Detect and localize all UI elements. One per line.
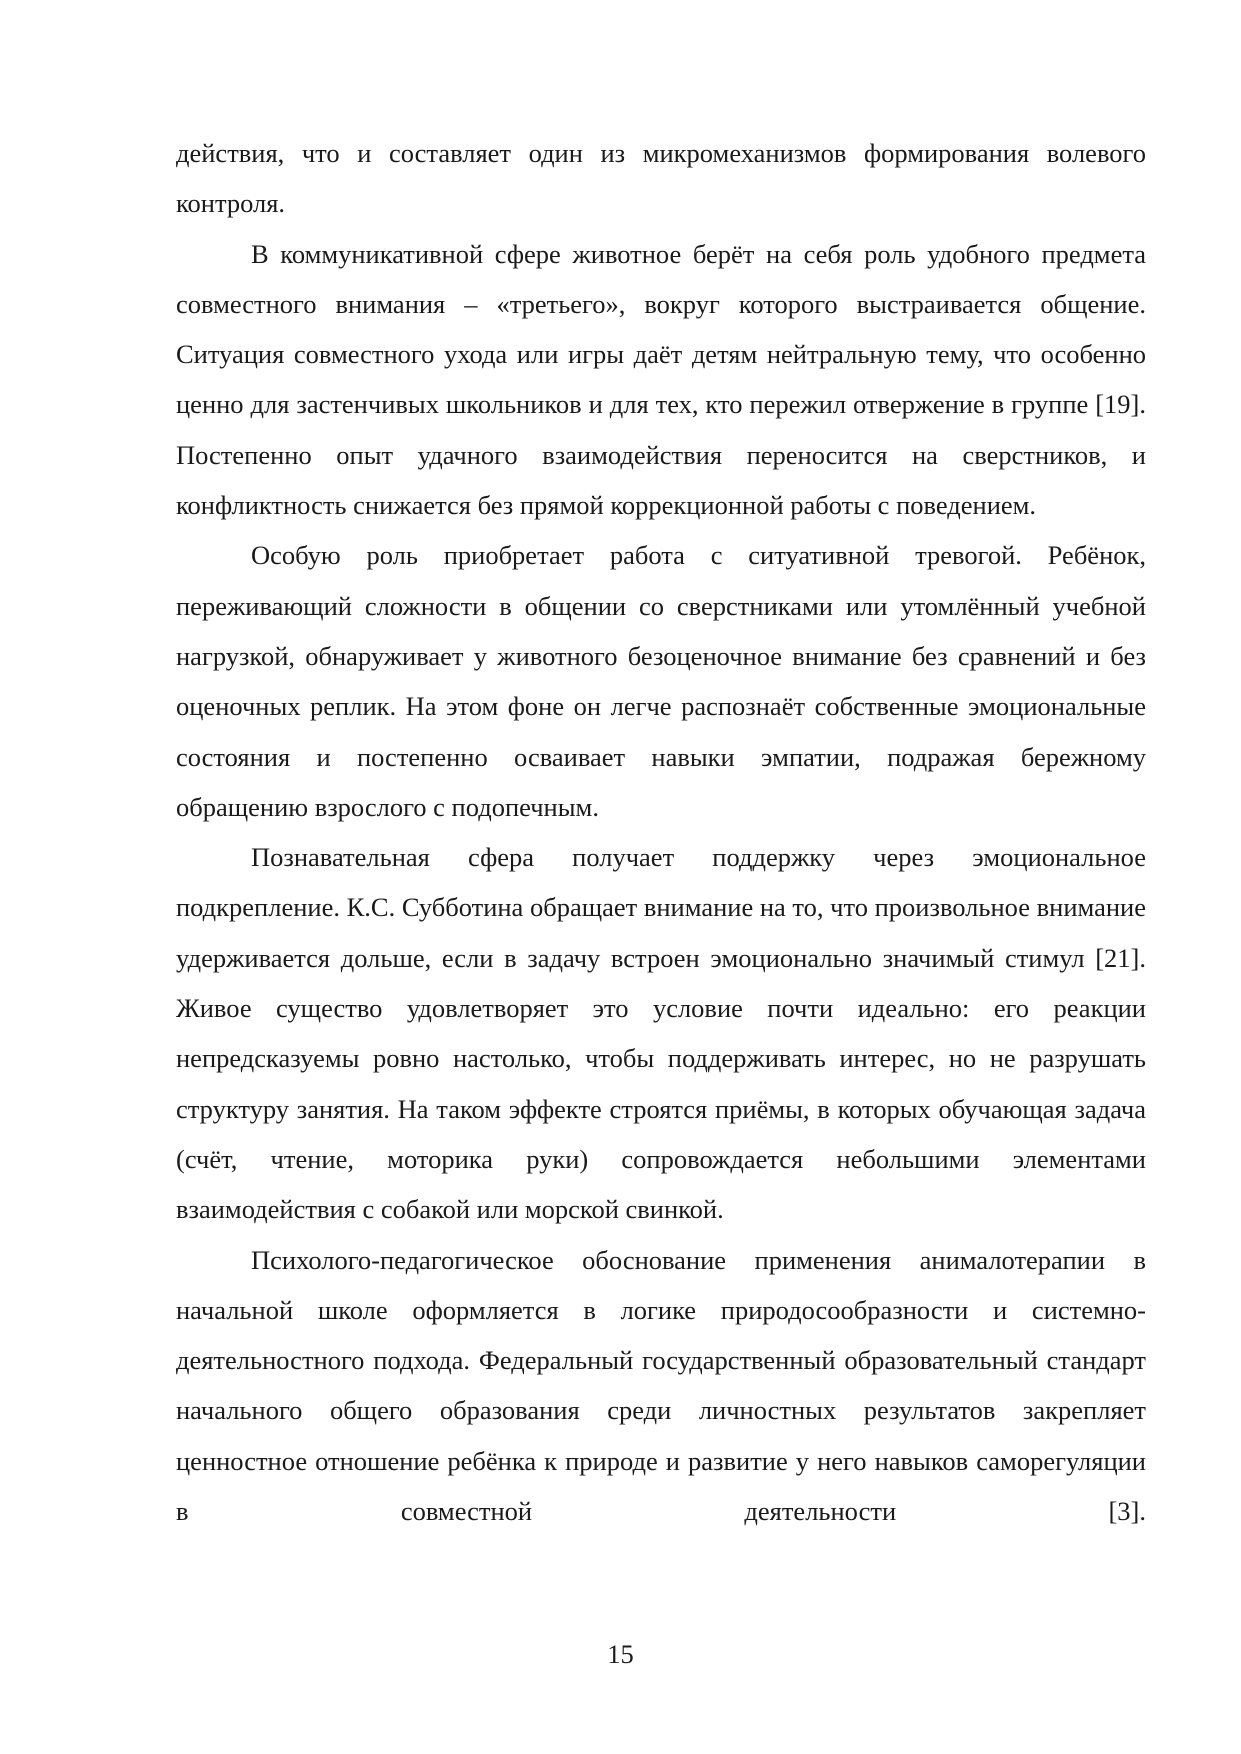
paragraph-4: Познавательная сфера получает поддержку через эмоциональное подкрепление. К.С. Субботина обращает внимание на то, что произвольное внимание удерживается дольше, если в задачу встроен эмоционально значимый стимул [21]. Живое существо удовлетворяет это условие почти идеально: его реакции непредсказуемы ровно настолько, чтобы поддерживать интерес, но не разрушать структуру занятия. На таком эффекте строятся приёмы, в которых обучающая задача (счёт, чтение, моторика руки) сопровождается небольшими элементами взаимодействия с собакой или морской свинкой. (176, 842, 1146, 1225)
paragraph-5: Психолого-педагогическое обоснование применения анималотерапии в начальной школе оформляется в логике природосообразности и системно-деятельностного подхода. Федеральный государственный образовательный стандарт начального общего образования среди личностных результатов закрепляет ценностное отношение ребёнка к природе и развитие у него навыков саморегуляции в совместной деятельности [3]. (176, 1244, 1146, 1527)
page-number: 15 (607, 1639, 634, 1669)
document-body (176, 128, 1146, 1536)
paragraph-2: В коммуникативной сфере животное берёт на себя роль удобного предмета совместного внимания – «третьего», вокруг которого выстраивается общение. Ситуация совместного ухода или игры даёт детям нейтральную тему, что особенно ценно для застенчивых школьников и для тех, кто пережил отвержение в группе [19]. Постепенно опыт удачного взаимодействия переносится на сверстников, и конфликтность снижается без прямой коррекционной работы с поведением. (176, 238, 1146, 521)
paragraph-1: действия, что и составляет один из микромеханизмов формирования волевого контроля. (176, 138, 1146, 219)
paragraph-3: Особую роль приобретает работа с ситуативной тревогой. Ребёнок, переживающий сложности в общении со сверстниками или утомлённый учебной нагрузкой, обнаруживает у животного безоценочное внимание без сравнений и без оценочных реплик. На этом фоне он легче распознаёт собственные эмоциональные состояния и постепенно осваивает навыки эмпатии, подражая бережному обращению взрослого с подопечным. (176, 540, 1146, 822)
